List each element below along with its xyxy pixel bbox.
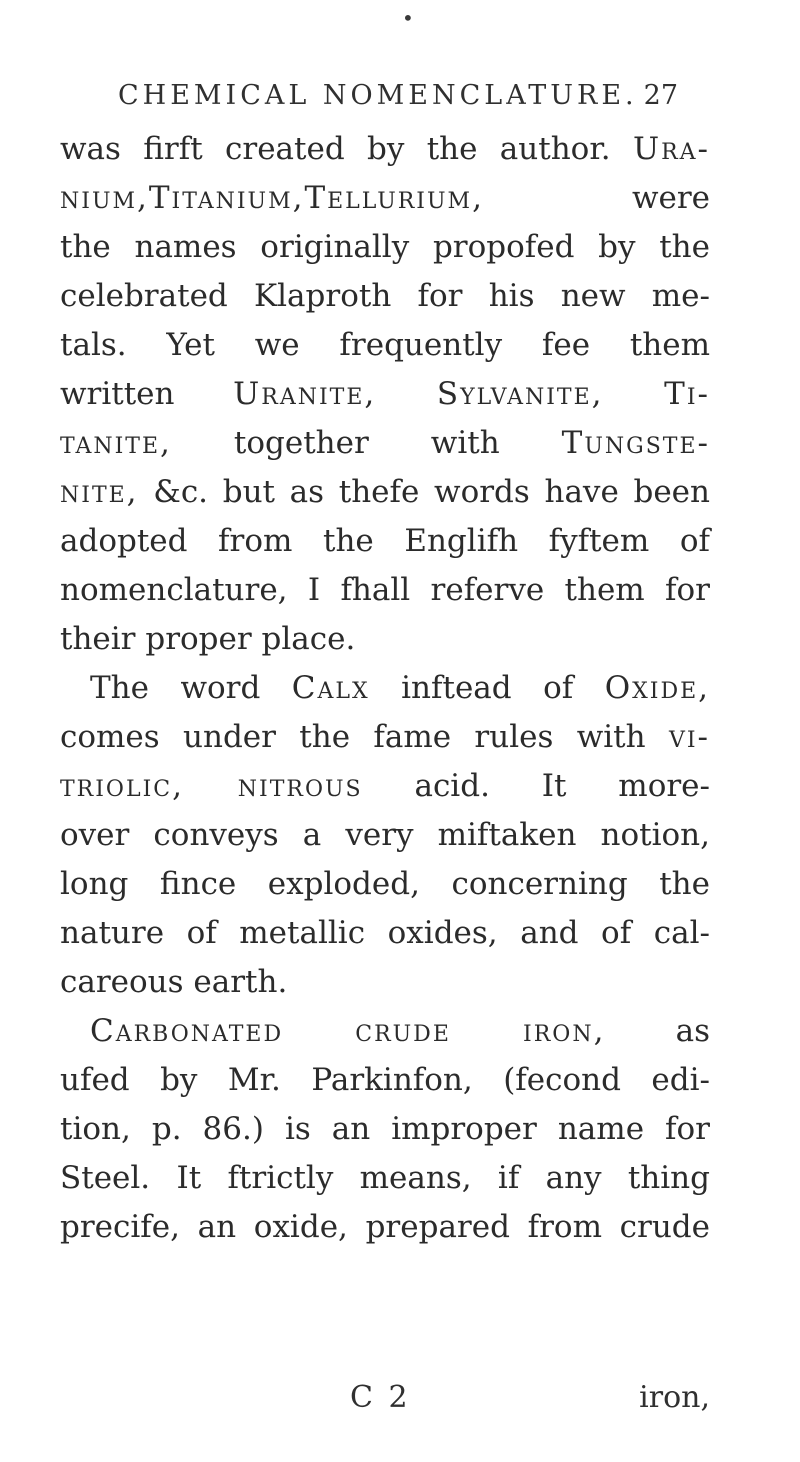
- printer-mark: •: [402, 6, 414, 30]
- text-line-1: was firft created by the author. Ura-: [60, 131, 710, 167]
- text-line-7: tanite, together with Tungste-: [60, 425, 710, 461]
- text-line-5: tals. Yet we frequently fee them: [60, 327, 710, 363]
- running-header: [118, 80, 678, 120]
- text-line-4: celebrated Klaproth for his new me-: [60, 278, 710, 314]
- text-line-14: triolic, nitrous acid. It more-: [60, 768, 710, 804]
- text-line-23: precife, an oxide, prepared from crude: [60, 1209, 710, 1245]
- text-line-22: Steel. It ftrictly means, if any thing: [60, 1160, 710, 1196]
- running-title: CHEMICAL NOMENCLATURE.: [118, 80, 638, 111]
- text-line-13: comes under the fame rules with vi-: [60, 719, 710, 755]
- text-line-12: The word Calx inftead of Oxide,: [90, 670, 711, 706]
- signature-mark: C 2: [350, 1380, 411, 1415]
- page-number: 27: [643, 80, 678, 111]
- text-line-19: Carbonated crude iron, as: [90, 1013, 710, 1049]
- page-footer: [60, 1380, 710, 1430]
- text-line-16: long fince exploded, concerning the: [60, 866, 710, 902]
- catchword: iron,: [639, 1380, 710, 1415]
- text-line-20: ufed by Mr. Parkinfon, (fecond edi-: [60, 1062, 710, 1098]
- text-line-10: nomenclature, I fhall referve them for: [60, 572, 710, 608]
- text-line-15: over conveys a very miftaken notion,: [60, 817, 710, 853]
- text-line-17: nature of metallic oxides, and of cal-: [60, 915, 710, 951]
- body-text: [60, 125, 710, 1252]
- text-line-8: nite, &c. but as thefe words have been: [60, 474, 710, 510]
- text-line-6: written Uranite, Sylvanite, Ti-: [60, 376, 710, 412]
- text-line-2: nium,Titanium,Tellurium, were: [60, 180, 710, 216]
- text-line-11: their proper place.: [60, 621, 356, 657]
- text-line-9: adopted from the Englifh fyftem of: [60, 523, 710, 559]
- text-line-3: the names originally propofed by the: [60, 229, 710, 265]
- text-line-18: careous earth.: [60, 964, 288, 1000]
- text-line-21: tion, p. 86.) is an improper name for: [60, 1111, 710, 1147]
